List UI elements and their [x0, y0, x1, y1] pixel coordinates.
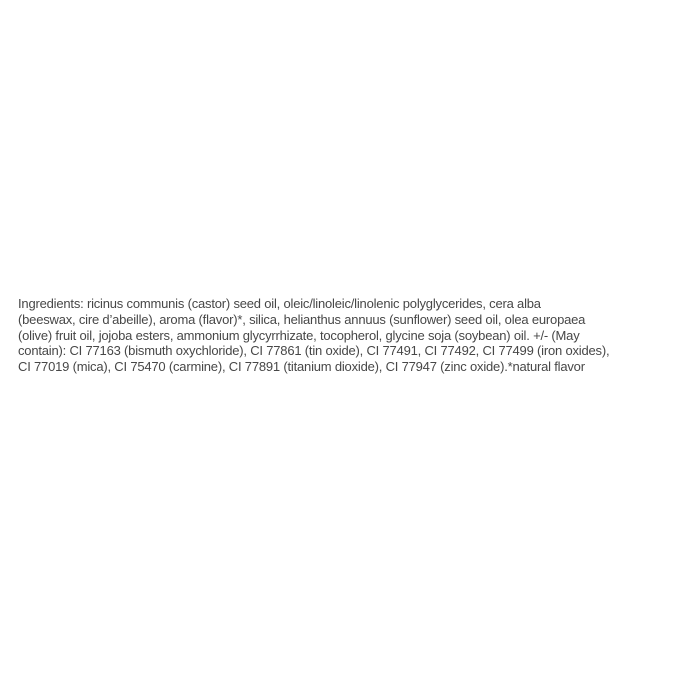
ingredients-line-3: (olive) fruit oil, jojoba esters, ammonium glycyrrhizate, tocopherol, glycine soja (soybean) oil. +/- (May	[18, 327, 580, 343]
ingredients-line-4: contain): CI 77163 (bismuth oxychloride), CI 77861 (tin oxide), CI 77491, CI 77492, CI 77499 (iron oxides),	[18, 343, 610, 359]
ingredients-line-2: (beeswax, cire d’abeille), aroma (flavor)*, silica, helianthus annuus (sunflower) seed oil, olea europaea	[18, 311, 586, 327]
ingredients-line-5: CI 77019 (mica), CI 75470 (carmine), CI 77891 (titanium dioxide), CI 77947 (zinc oxide).*natural flavor	[18, 359, 585, 375]
ingredients-paragraph	[18, 296, 679, 375]
ingredients-line-1: Ingredients: ricinus communis (castor) seed oil, oleic/linoleic/linolenic polyglycerides, cera alba	[18, 296, 541, 311]
